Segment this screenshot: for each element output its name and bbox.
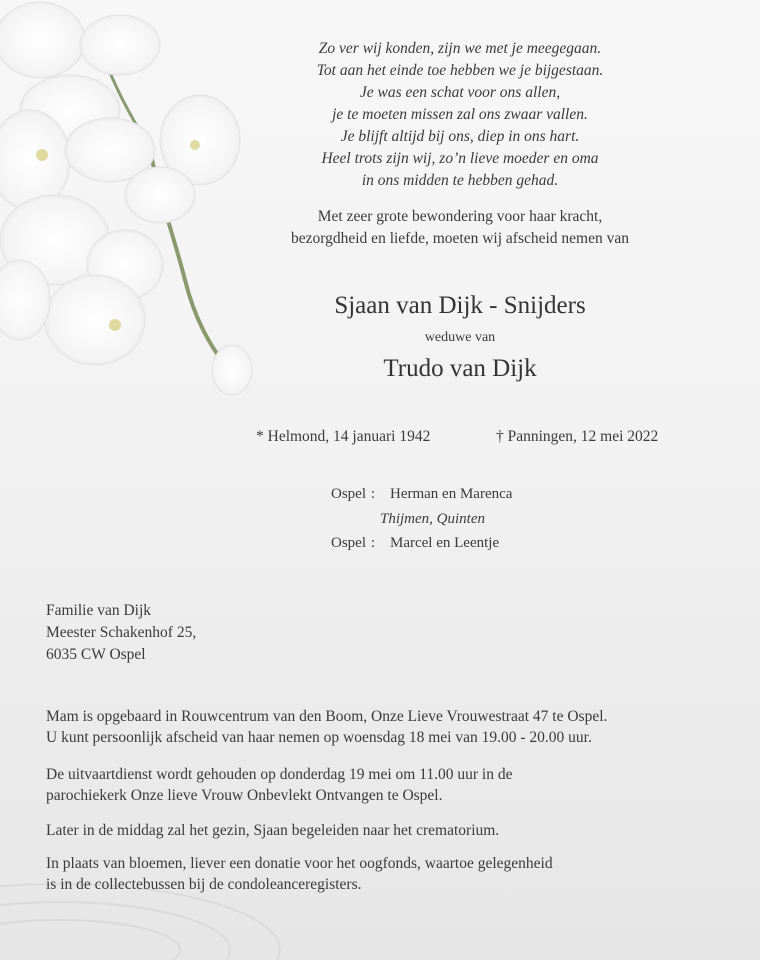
- crematorium-paragraph: [46, 820, 726, 841]
- spouse-name: Trudo van Dijk: [383, 355, 537, 382]
- deceased-name: Sjaan van Dijk - Snijders: [334, 292, 586, 319]
- poem-line: Tot aan het einde toe hebben we je bijgestaan.: [316, 62, 604, 79]
- paragraph-line: Mam is opgebaard in Rouwcentrum van den Boom, Onze Lieve Vrouwestraat 47 te Ospel.: [46, 708, 608, 725]
- death-date: † Panningen, 12 mei 2022: [496, 428, 659, 445]
- paragraph-line: U kunt persoonlijk afscheid van haar nemen op woensdag 18 mei van 19.00 - 20.00 uur.: [46, 729, 592, 746]
- address-line: Meester Schakenhof 25,: [46, 624, 197, 641]
- viewing-paragraph: [46, 706, 726, 748]
- address-line: Familie van Dijk: [46, 602, 152, 619]
- family-place: Ospel: [331, 535, 366, 551]
- paragraph-line: Later in de middag zal het gezin, Sjaan begeleiden naar het crematorium.: [46, 822, 500, 839]
- donation-paragraph: [46, 853, 726, 895]
- intro-line: Met zeer grote bewondering voor haar kracht,: [317, 208, 603, 225]
- poem-line: je te moeten missen zal ons zwaar vallen.: [332, 106, 588, 123]
- family-separator: :: [370, 486, 376, 502]
- paragraph-line: De uitvaartdienst wordt gehouden op donderdag 19 mei om 11.00 uur in de: [46, 766, 513, 783]
- address-line: 6035 CW Ospel: [46, 646, 146, 663]
- correspondence-address: [46, 600, 196, 666]
- service-paragraph: [46, 764, 726, 806]
- paragraph-line: In plaats van bloemen, liever een donatie voor het oogfonds, waartoe gelegenheid: [46, 855, 553, 872]
- family-place: Ospel: [331, 486, 366, 502]
- intro-line: bezorgdheid en liefde, moeten wij afscheid nemen van: [290, 230, 629, 247]
- poem-line: in ons midden te hebben gehad.: [361, 172, 559, 189]
- orchid-image: [0, 0, 290, 420]
- intro-text: [250, 206, 670, 250]
- birth-date: * Helmond, 14 januari 1942: [256, 428, 431, 445]
- poem-line: Heel trots zijn wij, zo’n lieve moeder en oma: [321, 150, 599, 167]
- poem-line: Je blijft altijd bij ons, diep in ons hart.: [340, 128, 580, 145]
- grandchildren-names: Thijmen, Quinten: [380, 511, 485, 527]
- family-separator: :: [370, 535, 376, 551]
- relation-label: weduwe van: [424, 330, 496, 345]
- family-names: Marcel en Leentje: [390, 535, 500, 551]
- poem-line: Je was een schat voor ons allen,: [359, 84, 561, 101]
- poem: [250, 38, 670, 192]
- paragraph-line: parochiekerk Onze lieve Vrouw Onbevlekt Ontvangen te Ospel.: [46, 787, 443, 804]
- family-row: [300, 486, 512, 503]
- family-row: [300, 535, 499, 552]
- family-names: Herman en Marenca: [390, 486, 513, 502]
- poem-line: Zo ver wij konden, zijn we met je meegegaan.: [318, 40, 602, 57]
- paragraph-line: is in de collectebussen bij de condoleanceregisters.: [46, 876, 362, 893]
